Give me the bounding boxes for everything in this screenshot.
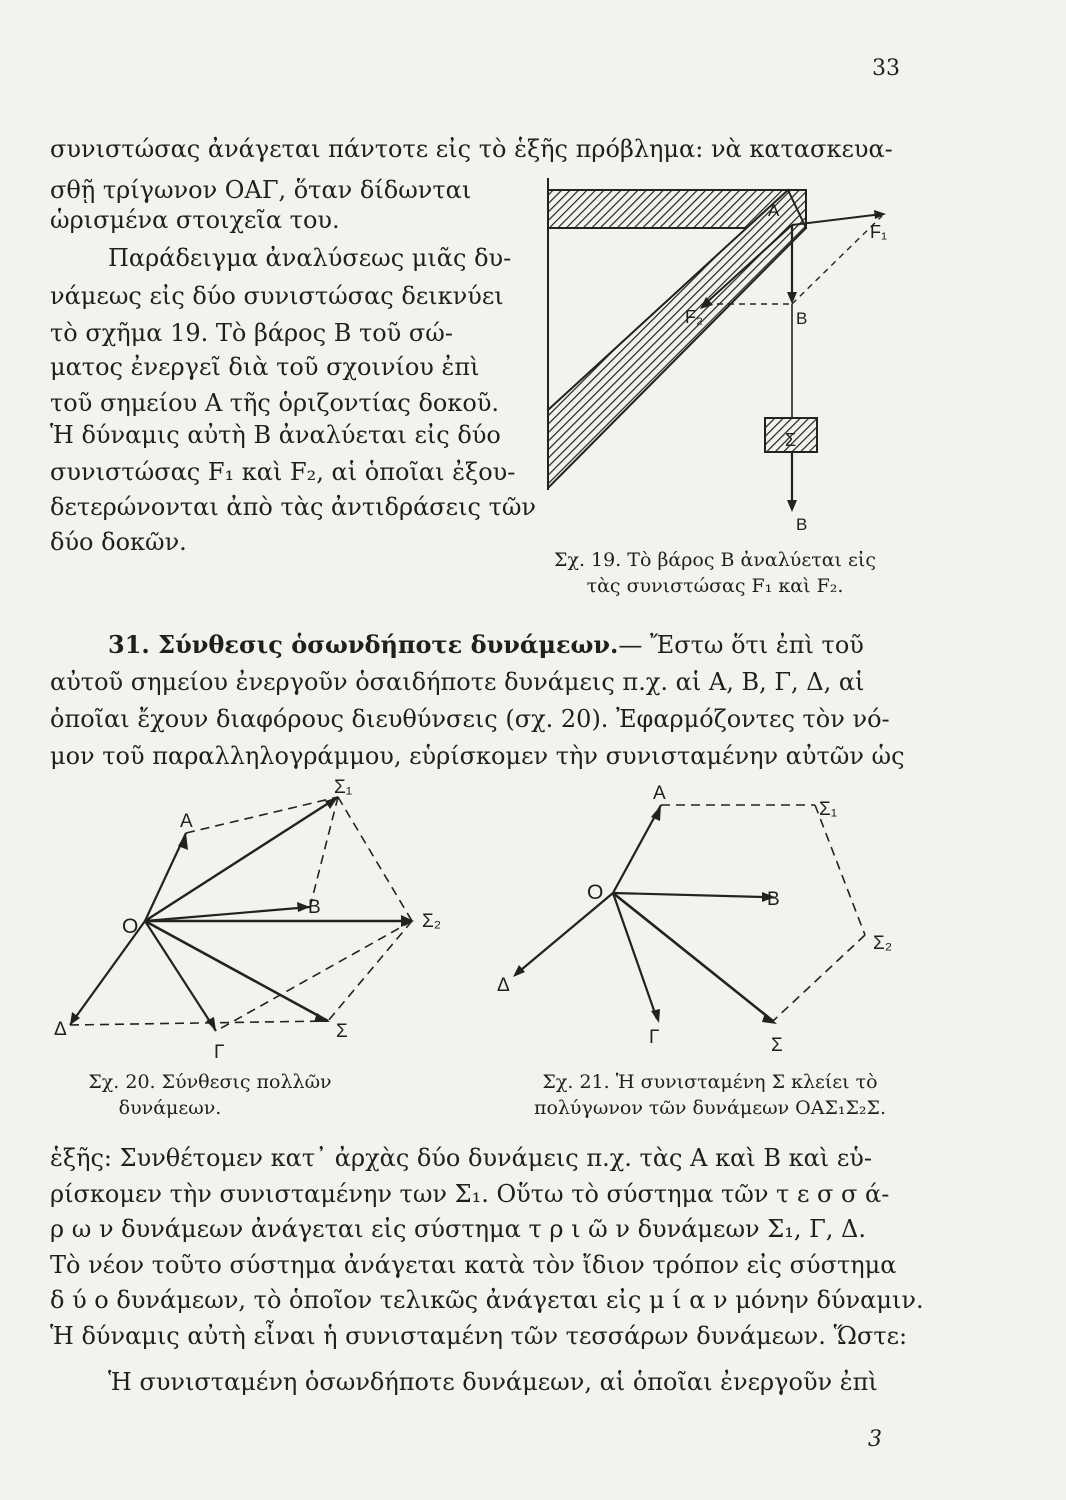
example-line-1: Παράδειγμα ἀναλύσεως μιᾶς δυ-: [108, 244, 512, 272]
fig21-label-g: Γ: [649, 1027, 660, 1048]
section-31-line-4: μον τοῦ παραλληλογράμμου, εὑρίσκομεν τὴν συνισταμένην αὐτῶν ὡς: [50, 742, 905, 770]
intro-line-1: συνιστώσας ἀνάγεται πάντοτε εἰς τὸ ἑξῆς πρόβλημα: νὰ κατασκευα-: [50, 135, 893, 163]
intro-line-2: σθῇ τρίγωνον ΟΑΓ, ὅταν δίδωνται: [50, 176, 472, 204]
fig21-label-s1: Σ₁: [819, 799, 838, 820]
label-sigma: Σ: [785, 430, 797, 450]
conclusion-line-6: Ἡ δύναμις αὐτὴ εἶναι ἡ συνισταμένη τῶν τεσσάρων δυνάμεων. Ὥστε:: [50, 1322, 908, 1350]
vector-g: [145, 921, 216, 1031]
section-31-first-line: [108, 630, 864, 660]
vector-s: [613, 893, 773, 1021]
example-line-3: τὸ σχῆμα 19. Τὸ βάρος Β τοῦ σώ-: [50, 319, 453, 347]
fig20-caption-line-1: Σχ. 20. Σύνθεσις πολλῶν: [88, 1071, 332, 1093]
conclusion-line-2: ρίσκομεν τὴν συνισταμένην των Σ₁. Οὕτω τὸ σύστημα τῶν τ ε σ σ ά-: [50, 1180, 890, 1208]
example-line-2: νάμεως εἰς δύο συνιστώσας δεικνύει: [50, 282, 504, 310]
section-31-line-3: ὁποῖαι ἔχουν διαφόρους διευθύνσεις (σχ. 20). Ἐφαρμόζοντες τὸν νό-: [50, 705, 890, 733]
label-b-bottom: B: [796, 515, 808, 534]
conclusion-line-5: δ ύ ο δυνάμεων, τὸ ὁποῖον τελικῶς ἀνάγεται εἰς μ ί α ν μόνην δύναμιν.: [50, 1286, 924, 1314]
fig19-caption-line-2: τὰς συνιστώσας F₁ καὶ F₂.: [586, 575, 844, 597]
fig21-label-s2: Σ₂: [873, 933, 893, 954]
figure-21: [485, 775, 905, 1060]
label-f1: F₁: [870, 222, 888, 242]
fig20-label-d: Δ: [54, 1019, 67, 1040]
force-b-arrowhead: [787, 292, 797, 304]
signature-mark: 3: [868, 1427, 882, 1452]
example-line-8: δετερώνονται ἀπὸ τὰς ἀντιδράσεις τῶν: [50, 493, 537, 521]
fig21-label-s: Σ: [771, 1035, 783, 1056]
vector-b: [613, 893, 763, 897]
label-a: A: [768, 201, 780, 220]
vector-s: [145, 921, 328, 1021]
fig21-label-a: A: [653, 783, 666, 804]
fig21-caption-line-1: Σχ. 21. Ἡ συνισταμένη Σ κλείει τὸ: [542, 1071, 878, 1093]
section-31-line-1: — Ἔστω ὅτι ἐπὶ τοῦ: [618, 631, 864, 659]
fig21-label-b: B: [767, 889, 780, 910]
example-line-6: Ἡ δύναμις αὐτὴ Β ἀναλύεται εἰς δύο: [50, 421, 501, 449]
weight-force-arrowhead: [787, 500, 797, 512]
conclusion-line-3: ρ ω ν δυνάμεων ἀνάγεται εἰς σύστημα τ ρ ι ῶ ν δυνάμεων Σ₁, Γ, Δ.: [50, 1215, 866, 1243]
vector-d: [515, 893, 613, 975]
fig20-label-s: Σ: [336, 1021, 348, 1042]
conclusion-line-4: Τὸ νέον τοῦτο σύστημα ἀνάγεται κατὰ τὸν ἴδιον τρόπον εἰς σύστημα: [50, 1251, 897, 1279]
fig20-label-b: B: [308, 897, 321, 918]
example-line-4: ματος ἐνεργεῖ διὰ τοῦ σχοινίου ἐπὶ: [50, 353, 480, 381]
section-31-line-2: αὐτοῦ σημείου ἐνεργοῦν ὁσαιδήποτε δυνάμεις π.χ. αἱ Α, Β, Γ, Δ, αἱ: [50, 668, 865, 696]
example-line-7: συνιστώσας F₁ καὶ F₂, αἱ ὁποῖαι ἐξου-: [50, 458, 516, 486]
intro-line-3: ὡρισμένα στοιχεῖα του.: [50, 206, 340, 234]
fig21-caption-line-2: πολύγωνον τῶν δυνάμεων ΟΑΣ₁Σ₂Σ.: [533, 1097, 887, 1119]
fig21-label-o: O: [587, 881, 604, 904]
fig20-label-o: O: [122, 915, 139, 938]
example-line-5: τοῦ σημείου Α τῆς ὁριζοντίας δοκοῦ.: [50, 389, 500, 417]
fig20-label-s1: Σ₁: [334, 777, 353, 798]
fig19-caption-line-1: Σχ. 19. Τὸ βάρος Β ἀναλύεται εἰς: [554, 549, 876, 571]
vector-b: [145, 907, 310, 921]
label-b-top: B: [796, 309, 808, 328]
section-31-heading: 31. Σύνθεσις ὁσωνδήποτε δυνάμεων.: [108, 630, 619, 659]
fig20-label-s2: Σ₂: [422, 911, 442, 932]
page-number: 33: [872, 56, 900, 81]
conclusion-line-7: Ἡ συνισταμένη ὁσωνδήποτε δυνάμεων, αἱ ὁποῖαι ἐνεργοῦν ἐπὶ: [108, 1368, 878, 1396]
example-line-9: δύο δοκῶν.: [50, 528, 187, 556]
fig20-label-g: Γ: [214, 1042, 225, 1063]
fig20-caption-line-2: δυνάμεων.: [118, 1097, 222, 1119]
fig21-label-d: Δ: [497, 975, 510, 996]
label-f2: F₂: [685, 307, 703, 327]
conclusion-line-1: ἑξῆς: Συνθέτομεν κατ᾽ ἀρχὰς δύο δυνάμεις π.χ. τὰς Α καὶ Β καὶ εὑ-: [50, 1144, 872, 1172]
figure-20: [40, 775, 480, 1065]
fig20-label-a: A: [180, 811, 193, 832]
figure-19: [530, 170, 890, 540]
